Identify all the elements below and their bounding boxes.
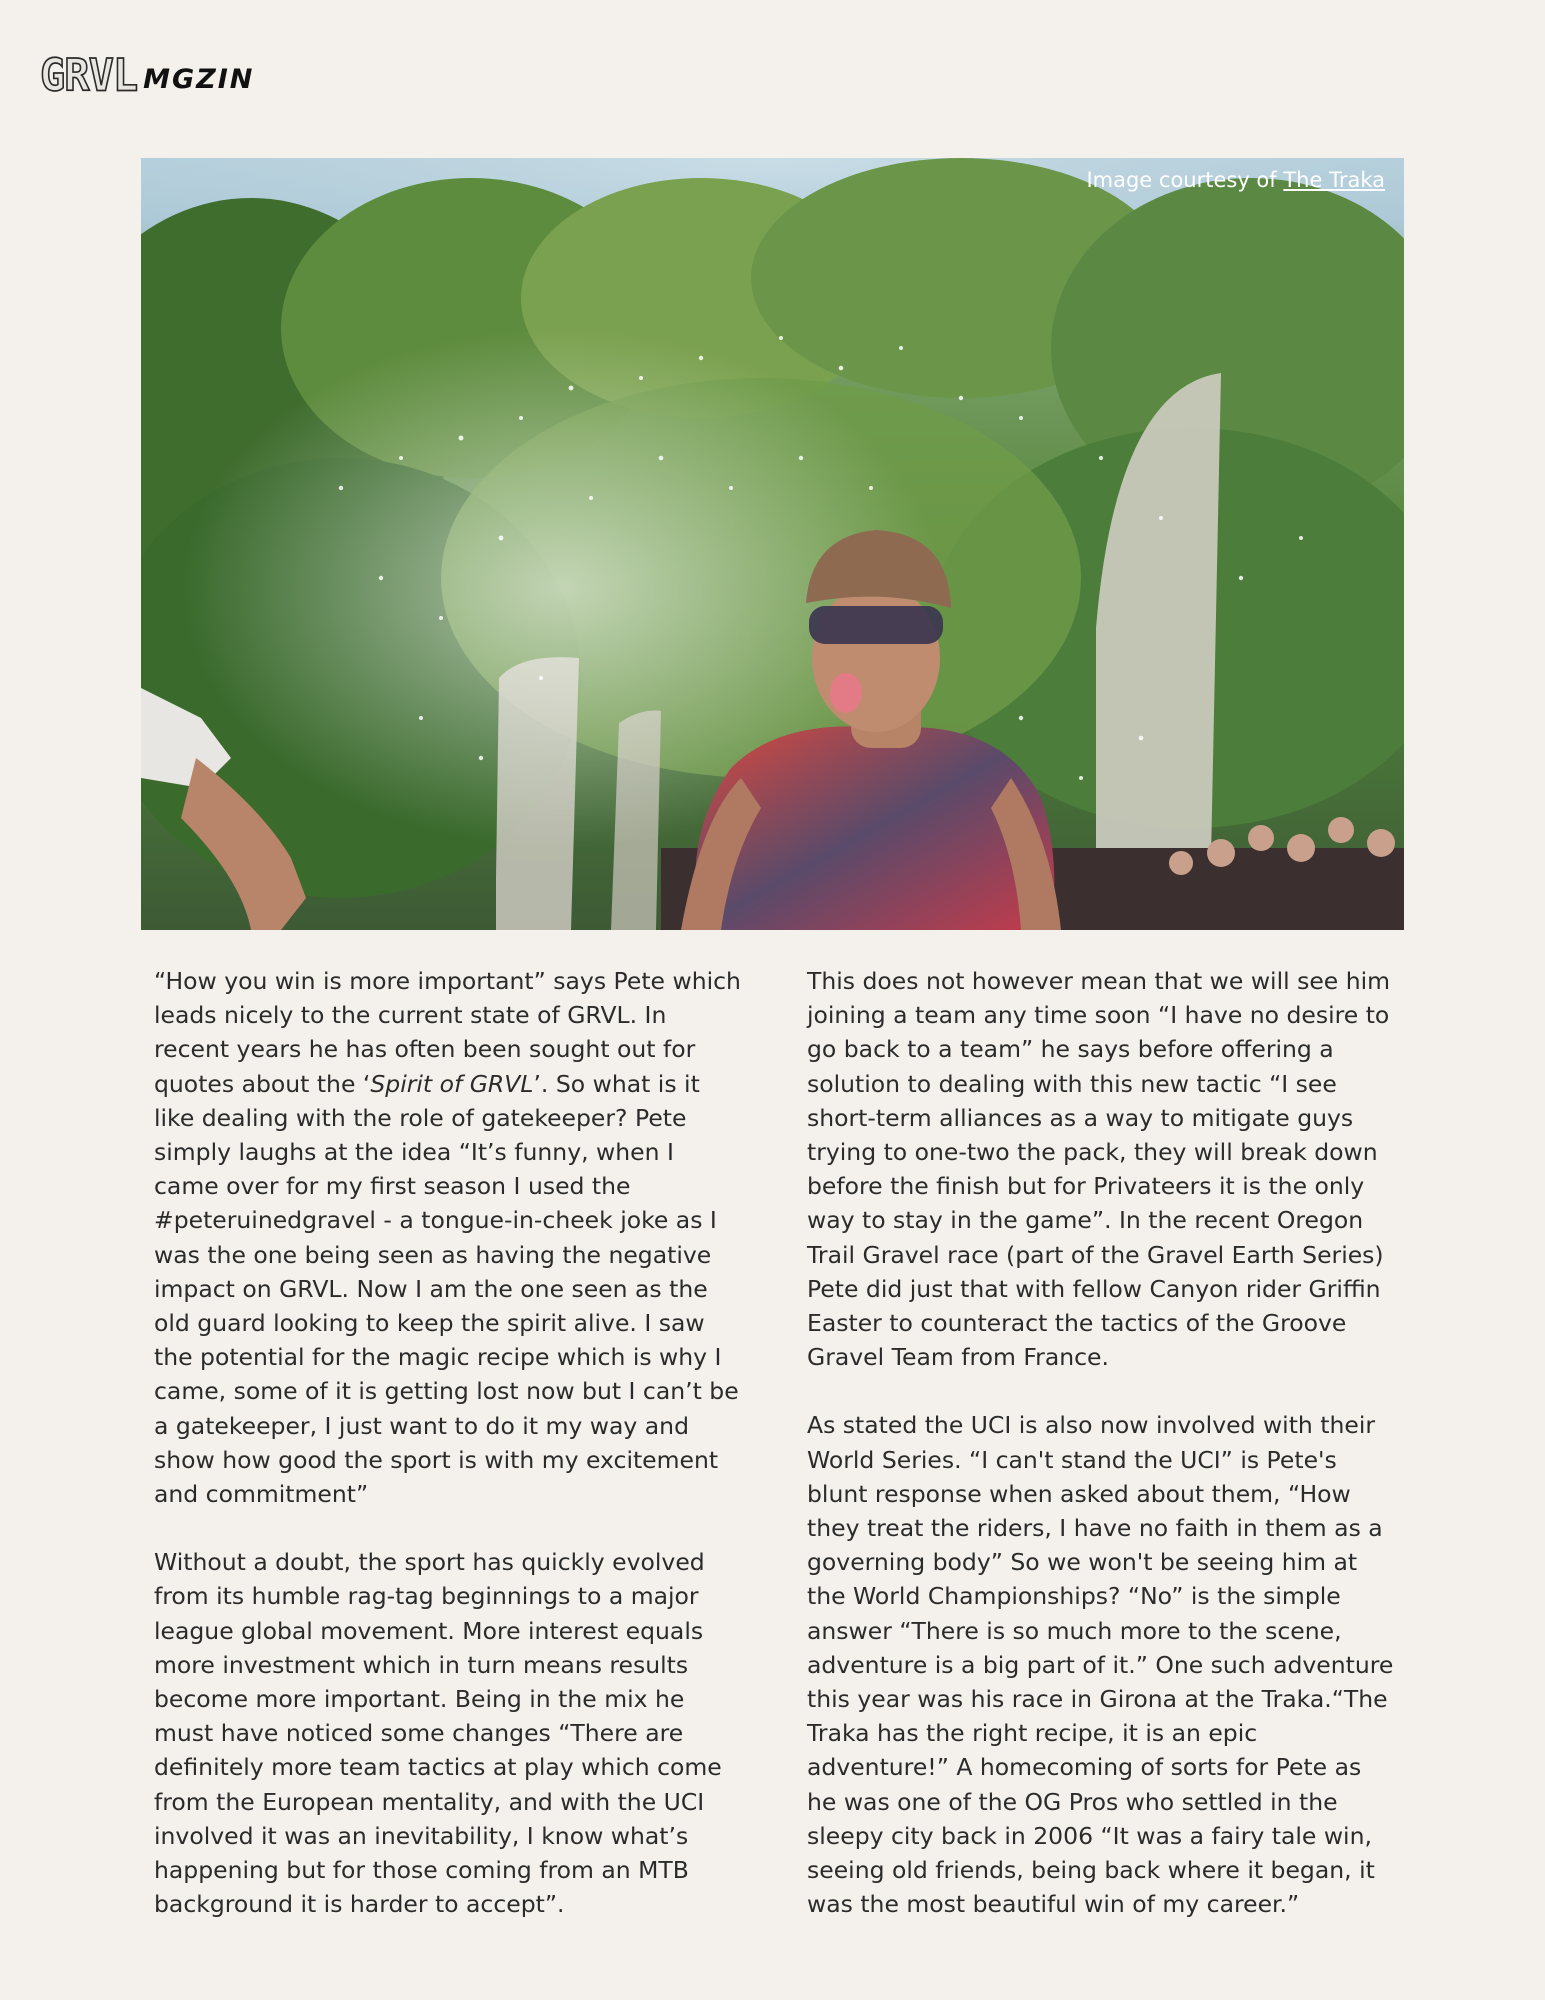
image-credit-prefix: Image courtesy of <box>1086 168 1284 192</box>
logo-mgzin-text: MGZIN <box>143 64 255 95</box>
hero-illustration <box>141 158 1404 930</box>
paragraph-text: “How you win is more important” says Pete which leads nicely to the current state of GRVL. In recent years he has often been sought out for quotes about the ‘ <box>154 967 741 1098</box>
article-paragraph: As stated the UCI is also now involved with their World Series. “I can't stand the UCI” is Pete's blunt response when asked about them, “How they treat the riders, I have no faith in them as a governing body” So we won't be seeing him at the World Championships? “No” is the simple answer “There is so much more to the scene, adventure is a big part of it.” One such adventure this year was his race in Girona at the Traka.“The Traka has the right recipe, it is an epic adventure!” A homecoming of sorts for Pete as he was one of the OG Pros who settled in the sleepy city back in 2006 “It was a fairy tale win, seeing old friends, being back where it began, it was the most beautiful win of my career.” <box>807 1411 1394 1919</box>
hero-photo <box>141 158 1404 930</box>
paragraph-text: ’. So what is it like dealing with the role of gatekeeper? Pete simply laughs at the idea “It’s funny, when I came over for my first season I used the #peteruinedgravel - a tongue-in-cheek joke as I was the one being seen as having the negative impact on GRVL. Now I am the one seen as the old guard looking to keep the spirit alive. I saw the potential for the magic recipe which is why I came, some of it is getting lost now but I can’t be a gatekeeper, I just want to do it my way and show how good the sport is with my excitement and commitment” <box>154 1069 739 1509</box>
article-paragraph: This does not however mean that we will see him joining a team any time soon “I have no desire to go back to a team” he says before offering a solution to dealing with this new tactic “I see short-term alliances as a way to mitigate guys trying to one-two the pack, they will break down before the finish but for Privateers it is the only way to stay in the game”. In the recent Oregon Trail Gravel race (part of the Gravel Earth Series) Pete did just that with fellow Canyon rider Griffin Easter to counteract the tactics of the Groove Gravel Team from France. <box>807 967 1391 1372</box>
image-credit-link[interactable]: The Traka <box>1283 168 1385 192</box>
article-column-right <box>807 964 1397 1955</box>
article-paragraph: Without a doubt, the sport has quickly evolved from its humble rag-tag beginnings to a major league global movement. More interest equals more investment which in turn means results become more important. Being in the mix he must have noticed some changes “There are definitely more team tactics at play which come from the European mentality, and with the UCI involved it was an inevitability, I know what’s happening but for those coming from an MTB background it is harder to accept”. <box>154 1548 722 1919</box>
article-paragraph <box>154 964 744 1511</box>
site-logo[interactable] <box>40 49 255 102</box>
paragraph-emphasis: Spirit of GRVL <box>370 1069 534 1098</box>
article-column-left <box>154 964 744 1955</box>
logo-grvl-text: GRVL <box>40 49 138 102</box>
image-credit <box>1086 168 1385 192</box>
